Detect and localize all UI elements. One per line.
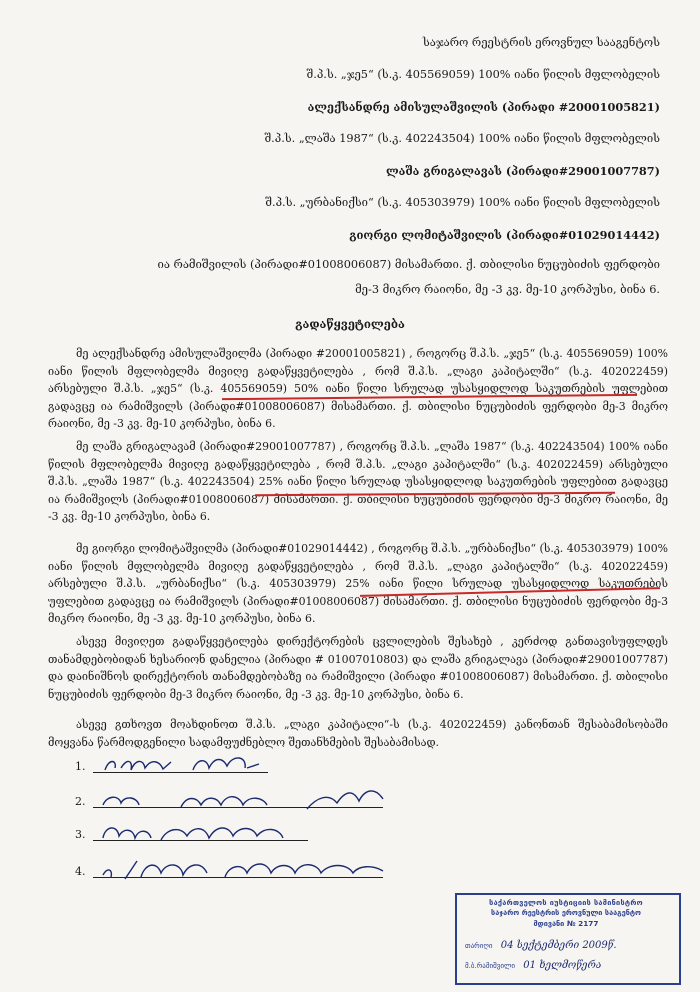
stamp-ministry: საქართველოს იუსტიციის სამინისტრო <box>489 898 643 907</box>
header-line-3: ალექსანდრე ამისულაშვილის (პირადი #20001005821) <box>307 100 660 114</box>
signature-number: 3. <box>75 828 86 841</box>
document-title: გადაწყვეტილება <box>295 317 405 331</box>
signature-1-image <box>97 750 277 778</box>
header-line-5: ლაშა გრიგალავას (პირადი#29001007787) <box>385 164 660 178</box>
signature-row-3 <box>75 820 395 850</box>
header-address-1: ია რამიშვილის (პირადი#01008006087) მისამართი. ქ. თბილისი ნუცუბიძის ფერდობი <box>157 258 660 271</box>
paragraph-4-text: ასევე მივიღეთ გადაწყვეტილება დირექტორების ცვლილების შესახებ , კერძოდ განთავისუფლდეს თანამდებობიდან ხესარიონ დანელია (პირადი # 01007010803) და ლაშა გრიგალავა (პირადი#29001007787) და დაინიშნოს დირექტორის თანამდებობაზე ია რამიშვილი (პირადი #01008006087) მისამართი. ქ. თბილისი ნუცუბიძის ფერდობი მე-3 მიკრო რაიონი, მე -3 კვ. მე-10 კორპუსი, ბინა 6. <box>48 635 668 701</box>
paragraph-5-text: ასევე გთხოვთ მოახდინოთ შ.პ.ს. „ლაგი კაპიტალი“-ს (ს.კ. 402022459) კანონთან შესაბამისობაში მოყვანა წარმოდგენილი სადამფუძნებლო შეთანხმების შესაბამისად. <box>48 718 668 749</box>
paragraph-5 <box>48 716 668 751</box>
header-line-4: შ.პ.ს. „ლაშა 1987“ (ს.კ. 402243504) 100% იანი წილის მფლობელის <box>264 132 660 145</box>
signature-4-image <box>97 855 397 885</box>
signature-row-1 <box>75 752 395 782</box>
paragraph-2-text: მე ლაშა გრიგალავამ (პირადი#29001007787) , როგორც შ.პ.ს. „ლაშა 1987“ (ს.კ. 402243504) 100% იანი წილის მფლობელმა მივიღე გადაწყვეტილება , რომ შ.პ.ს. „ლაგი კაპიტალში“ (ს.კ. 402022459) არსებული შ.პ.ს. „ლაშა 1987“ (ს.კ. 402243504) 25% იანი წილი სრულად უსასყიდლოდ საკუთრების უფლებით გადავცე ია რამიშვილს (პირადი#01008006087) მისამართი. ქ. თბილისი ნუცუბიძის ფერდობი მე-3 მიკრო რაიონი, მე -3 კვ. მე-10 კორპუსი, ბინა 6. <box>48 440 668 523</box>
stamp-number: მდივანი № 2177 <box>533 919 599 928</box>
paragraph-3-text: მე გიორგი ლომიტაშვილმა (პირადი#01029014442) , როგორც შ.პ.ს. „ურბანიქსი“ (ს.კ. 405303979) 100% იანი წილის მფლობელმა მივიღე გადაწყვეტილება , რომ შ.პ.ს. „ლაგი კაპიტალში“ (ს.კ. 402022459) არსებული შ.პ.ს. „ურბანიქსი“ (ს.კ. 405303979) 25% იანი წილი სრულად უსასყიდლოდ საკუთრების უფლებით გადავცე ია რამიშვილს (პირადი#01008006087) მისამართი. ქ. თბილისი ნუცუბიძის ფერდობი მე-3 მიკრო რაიონი, მე -3 კვ. მე-10 კორპუსი, ბინა 6. <box>48 542 668 625</box>
signature-row-2 <box>75 787 395 817</box>
header-line-7: გიორგი ლომიტაშვილის (პირადი#01029014442) <box>349 228 660 242</box>
stamp-sign-label: მ.ბ.რამიშვილი <box>465 962 516 970</box>
registry-stamp <box>455 893 681 985</box>
stamp-date-value: 04 სექტემბერი 2009წ. <box>500 940 617 951</box>
paragraph-1-text: მე ალექსანდრე ამისულაშვილმა (პირადი #20001005821) , როგორც შ.პ.ს. „ჯე5“ (ს.კ. 405569059) 100% იანი წილის მფლობელმა მივიღე გადაწყვეტილება , რომ შ.პ.ს. „ლაგი კაპიტალში“ (ს.კ. 402022459) არსებული შ.პ.ს. „ჯე5“ (ს.კ. 405569059) 50% იანი წილი სრულად უსასყიდლოდ საკუთრების უფლებით გადავცე ია რამიშვილს (პირადი#01008006087) მისამართი. ქ. თბილისი ნუცუბიძის ფერდობი მე-3 მიკრო რაიონი, მე -3 კვ. მე-10 კორპუსი, ბინა 6. <box>48 347 668 430</box>
header-address-2: მე-3 მიკრო რაიონი, მე -3 კვ. მე-10 კორპუსი, ბინა 6. <box>355 283 660 296</box>
stamp-agency: საჯარო რეესტრის ეროვნული სააგენტო <box>491 908 641 917</box>
signature-3-image <box>97 818 317 848</box>
header-line-6: შ.პ.ს. „ურბანიქსი“ (ს.კ. 405303979) 100% იანი წილის მფლობელის <box>265 196 660 209</box>
signature-number: 1. <box>75 760 86 773</box>
paragraph-2 <box>48 438 668 526</box>
signature-number: 4. <box>75 865 86 878</box>
stamp-sign-value: 01 ხელმოწერა <box>523 960 602 971</box>
paragraph-3 <box>48 540 668 628</box>
header-addressee: საჯარო რეესტრის ეროვნულ სააგენტოს <box>422 36 660 49</box>
stamp-signature <box>465 960 601 971</box>
paragraph-1 <box>48 345 668 433</box>
signature-row-4 <box>75 857 395 887</box>
stamp-date-label: თარიღი <box>465 942 493 950</box>
header-line-2: შ.პ.ს. „ჯე5“ (ს.კ. 405569059) 100% იანი წილის მფლობელის <box>306 68 660 81</box>
signature-number: 2. <box>75 795 86 808</box>
signature-2-image <box>97 785 397 815</box>
paragraph-4 <box>48 633 668 703</box>
stamp-date <box>465 940 617 951</box>
